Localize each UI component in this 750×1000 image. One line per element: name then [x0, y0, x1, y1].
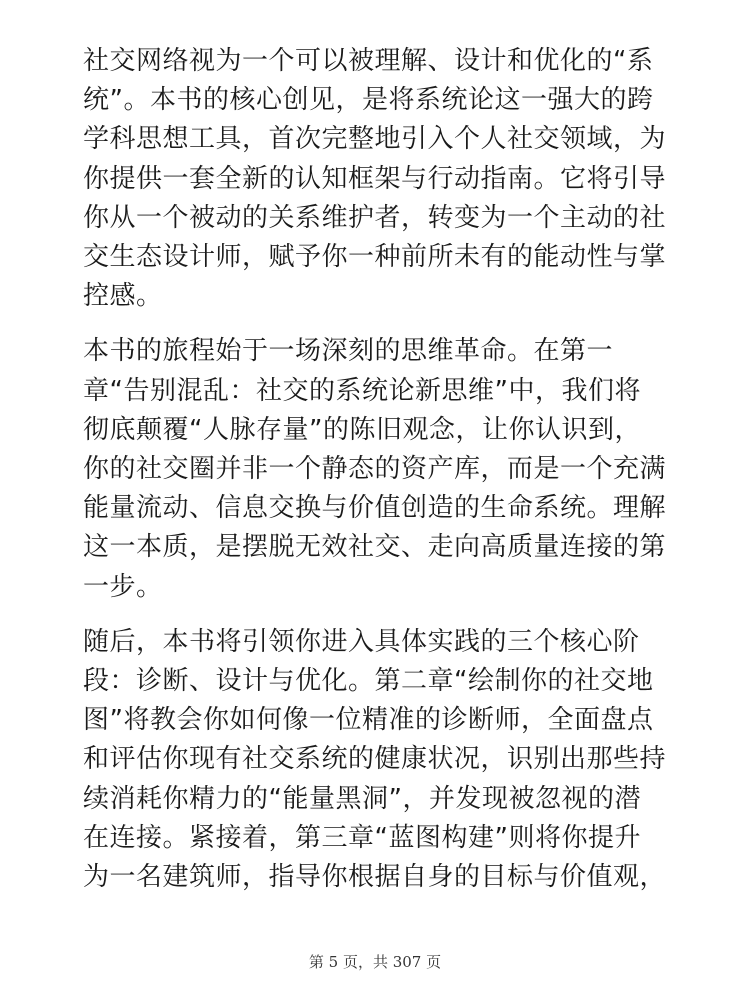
text-line: 本书的旅程始于一场深刻的思维革命。在第一 [83, 336, 614, 367]
text-line: 和评估你现有社交系统的健康状况，识别出那些持 [83, 744, 667, 775]
text-line: 社交网络视为一个可以被理解、设计和优化的“系 [83, 46, 654, 76]
text-line: 这一本质，是摆脱无效社交、走向高质量连接的第 [83, 532, 667, 563]
text-line: 你从一个被动的关系维护者，转变为一个主动的社 [83, 202, 667, 233]
text-line: 交生态设计师，赋予你一种前所未有的能动性与掌 [83, 242, 667, 273]
text-line: 学科思想工具，首次完整地引入个人社交领域，为 [83, 124, 667, 155]
text-line: 随后，本书将引领你进入具体实践的三个核心阶 [83, 626, 640, 657]
paragraph-3 [83, 623, 673, 897]
page-body [83, 42, 673, 913]
text-line: 控感。 [83, 281, 163, 312]
paragraph-2 [83, 332, 673, 606]
text-line: 在连接。紧接着，第三章“蓝图构建”则将你提升 [83, 822, 641, 853]
text-line: 你的社交圈并非一个静态的资产库，而是一个充满 [83, 454, 667, 485]
text-line: 图”将教会你如何像一位精准的诊断师，全面盘点 [83, 705, 654, 736]
paragraph-1 [83, 42, 673, 316]
text-line: 你提供一套全新的认知框架与行动指南。它将引导 [83, 163, 667, 194]
text-line: 一步。 [83, 571, 163, 602]
page-number-label: 第 5 页，共 307 页 [308, 953, 442, 971]
text-line: 续消耗你精力的“能量黑洞”，并发现被忽视的潜 [83, 783, 641, 814]
text-line: 能量流动、信息交换与价值创造的生命系统。理解 [83, 493, 667, 524]
page-footer [0, 952, 750, 972]
text-line: 统”。本书的核心创见，是将系统论这一强大的跨 [83, 85, 654, 116]
text-line: 为一名建筑师，指导你根据自身的目标与价值观， [83, 862, 667, 893]
text-line: 段：诊断、设计与优化。第二章“绘制你的社交地 [83, 666, 654, 697]
text-line: 章“告别混乱：社交的系统论新思维”中，我们将 [83, 375, 641, 406]
text-line: 彻底颠覆“人脉存量”的陈旧观念，让你认识到， [83, 414, 641, 445]
